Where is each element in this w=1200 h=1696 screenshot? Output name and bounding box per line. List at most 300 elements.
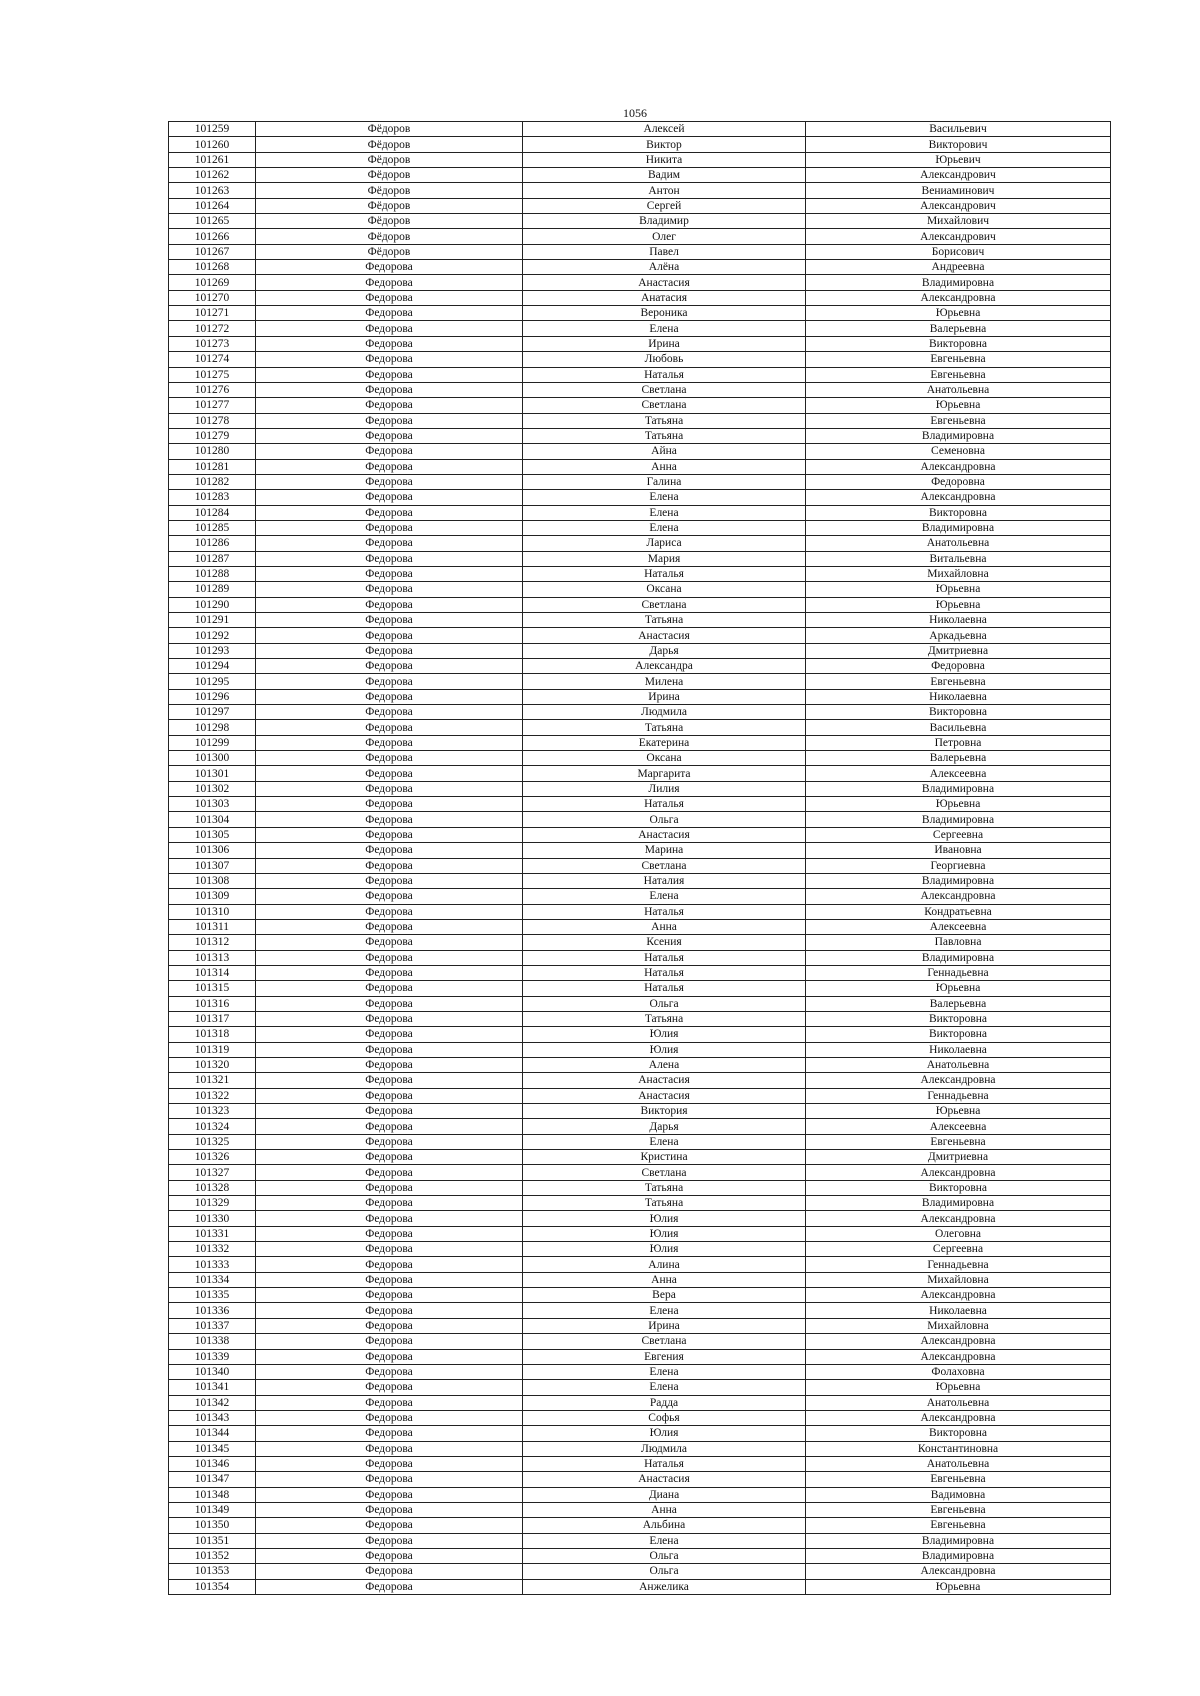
page-number: 1056 <box>623 106 647 120</box>
record-number-cell: 101278 <box>169 413 256 428</box>
record-number-cell: 101327 <box>169 1165 256 1180</box>
first-name-cell: Ксения <box>523 935 806 950</box>
table-row <box>169 720 1111 735</box>
last-name-cell: Федорова <box>256 996 523 1011</box>
last-name-cell: Федорова <box>256 1564 523 1579</box>
last-name-cell: Фёдоров <box>256 229 523 244</box>
table-row <box>169 1349 1111 1364</box>
patronymic-cell: Владимировна <box>806 428 1111 443</box>
record-number-cell: 101287 <box>169 551 256 566</box>
table-row <box>169 229 1111 244</box>
last-name-cell: Федорова <box>256 1288 523 1303</box>
first-name-cell: Айна <box>523 444 806 459</box>
first-name-cell: Диана <box>523 1487 806 1502</box>
record-number-cell: 101316 <box>169 996 256 1011</box>
table-row <box>169 981 1111 996</box>
record-number-cell: 101349 <box>169 1502 256 1517</box>
last-name-cell: Федорова <box>256 1426 523 1441</box>
patronymic-cell: Александровна <box>806 1288 1111 1303</box>
record-number-cell: 101344 <box>169 1426 256 1441</box>
first-name-cell: Вадим <box>523 168 806 183</box>
last-name-cell: Федорова <box>256 1410 523 1425</box>
patronymic-cell: Владимировна <box>806 873 1111 888</box>
last-name-cell: Федорова <box>256 444 523 459</box>
table-row <box>169 950 1111 965</box>
table-row <box>169 1211 1111 1226</box>
record-number-cell: 101303 <box>169 797 256 812</box>
record-number-cell: 101353 <box>169 1564 256 1579</box>
record-number-cell: 101310 <box>169 904 256 919</box>
table-row <box>169 1011 1111 1026</box>
last-name-cell: Федорова <box>256 474 523 489</box>
first-name-cell: Виктория <box>523 1104 806 1119</box>
first-name-cell: Лариса <box>523 536 806 551</box>
patronymic-cell: Викторовна <box>806 1180 1111 1195</box>
last-name-cell: Федорова <box>256 674 523 689</box>
last-name-cell: Федорова <box>256 490 523 505</box>
patronymic-cell: Евгеньевна <box>806 1518 1111 1533</box>
last-name-cell: Федорова <box>256 459 523 474</box>
table-row <box>169 827 1111 842</box>
table-row <box>169 1027 1111 1042</box>
first-name-cell: Наталья <box>523 965 806 980</box>
patronymic-cell: Алексеевна <box>806 919 1111 934</box>
table-row <box>169 275 1111 290</box>
first-name-cell: Дарья <box>523 643 806 658</box>
record-number-cell: 101313 <box>169 950 256 965</box>
record-number-cell: 101307 <box>169 858 256 873</box>
record-number-cell: 101293 <box>169 643 256 658</box>
patronymic-cell: Павловна <box>806 935 1111 950</box>
record-number-cell: 101300 <box>169 751 256 766</box>
record-number-cell: 101339 <box>169 1349 256 1364</box>
last-name-cell: Фёдоров <box>256 183 523 198</box>
last-name-cell: Федорова <box>256 735 523 750</box>
table-row <box>169 367 1111 382</box>
last-name-cell: Федорова <box>256 398 523 413</box>
last-name-cell: Федорова <box>256 1272 523 1287</box>
patronymic-cell: Николаевна <box>806 689 1111 704</box>
patronymic-cell: Викторовна <box>806 1027 1111 1042</box>
table-row <box>169 1548 1111 1563</box>
table-row <box>169 505 1111 520</box>
table-row <box>169 766 1111 781</box>
patronymic-cell: Владимировна <box>806 950 1111 965</box>
table-row <box>169 152 1111 167</box>
last-name-cell: Федорова <box>256 858 523 873</box>
table-row <box>169 398 1111 413</box>
table-row <box>169 1533 1111 1548</box>
first-name-cell: Алёна <box>523 260 806 275</box>
first-name-cell: Софья <box>523 1410 806 1425</box>
first-name-cell: Наталья <box>523 367 806 382</box>
first-name-cell: Алина <box>523 1257 806 1272</box>
patronymic-cell: Юрьевна <box>806 1104 1111 1119</box>
table-row <box>169 705 1111 720</box>
first-name-cell: Александра <box>523 659 806 674</box>
first-name-cell: Виктор <box>523 137 806 152</box>
last-name-cell: Федорова <box>256 1456 523 1471</box>
record-number-cell: 101338 <box>169 1334 256 1349</box>
patronymic-cell: Юрьевна <box>806 797 1111 812</box>
last-name-cell: Федорова <box>256 1548 523 1563</box>
last-name-cell: Федорова <box>256 781 523 796</box>
table-row <box>169 1165 1111 1180</box>
table-row <box>169 659 1111 674</box>
record-number-cell: 101262 <box>169 168 256 183</box>
patronymic-cell: Алексеевна <box>806 766 1111 781</box>
patronymic-cell: Валерьевна <box>806 751 1111 766</box>
patronymic-cell: Юрьевич <box>806 152 1111 167</box>
first-name-cell: Алена <box>523 1057 806 1072</box>
patronymic-cell: Федоровна <box>806 659 1111 674</box>
first-name-cell: Анна <box>523 1502 806 1517</box>
first-name-cell: Лилия <box>523 781 806 796</box>
last-name-cell: Федорова <box>256 935 523 950</box>
last-name-cell: Федорова <box>256 766 523 781</box>
first-name-cell: Ирина <box>523 336 806 351</box>
patronymic-cell: Анатольевна <box>806 382 1111 397</box>
last-name-cell: Федорова <box>256 536 523 551</box>
first-name-cell: Кристина <box>523 1150 806 1165</box>
patronymic-cell: Федоровна <box>806 474 1111 489</box>
first-name-cell: Наталья <box>523 566 806 581</box>
patronymic-cell: Ивановна <box>806 843 1111 858</box>
record-number-cell: 101281 <box>169 459 256 474</box>
first-name-cell: Наталья <box>523 904 806 919</box>
record-number-cell: 101283 <box>169 490 256 505</box>
last-name-cell: Федорова <box>256 705 523 720</box>
patronymic-cell: Евгеньевна <box>806 1134 1111 1149</box>
first-name-cell: Наталья <box>523 797 806 812</box>
patronymic-cell: Михайловна <box>806 566 1111 581</box>
record-number-cell: 101319 <box>169 1042 256 1057</box>
last-name-cell: Федорова <box>256 873 523 888</box>
record-number-cell: 101290 <box>169 597 256 612</box>
patronymic-cell: Юрьевна <box>806 1579 1111 1594</box>
record-number-cell: 101304 <box>169 812 256 827</box>
record-number-cell: 101302 <box>169 781 256 796</box>
record-number-cell: 101277 <box>169 398 256 413</box>
last-name-cell: Федорова <box>256 413 523 428</box>
last-name-cell: Федорова <box>256 1119 523 1134</box>
last-name-cell: Федорова <box>256 1242 523 1257</box>
first-name-cell: Татьяна <box>523 428 806 443</box>
record-number-cell: 101292 <box>169 628 256 643</box>
record-number-cell: 101314 <box>169 965 256 980</box>
record-number-cell: 101343 <box>169 1410 256 1425</box>
record-number-cell: 101263 <box>169 183 256 198</box>
last-name-cell: Федорова <box>256 1487 523 1502</box>
last-name-cell: Федорова <box>256 1380 523 1395</box>
first-name-cell: Юлия <box>523 1426 806 1441</box>
first-name-cell: Владимир <box>523 214 806 229</box>
patronymic-cell: Александровна <box>806 490 1111 505</box>
last-name-cell: Федорова <box>256 659 523 674</box>
last-name-cell: Федорова <box>256 1073 523 1088</box>
record-number-cell: 101341 <box>169 1380 256 1395</box>
patronymic-cell: Геннадьевна <box>806 1257 1111 1272</box>
patronymic-cell: Евгеньевна <box>806 352 1111 367</box>
table-row <box>169 1104 1111 1119</box>
last-name-cell: Федорова <box>256 904 523 919</box>
record-number-cell: 101336 <box>169 1303 256 1318</box>
record-number-cell: 101350 <box>169 1518 256 1533</box>
last-name-cell: Фёдоров <box>256 168 523 183</box>
last-name-cell: Федорова <box>256 1042 523 1057</box>
patronymic-cell: Сергеевна <box>806 1242 1111 1257</box>
last-name-cell: Федорова <box>256 827 523 842</box>
first-name-cell: Галина <box>523 474 806 489</box>
patronymic-cell: Андреевна <box>806 260 1111 275</box>
last-name-cell: Федорова <box>256 1134 523 1149</box>
record-number-cell: 101306 <box>169 843 256 858</box>
last-name-cell: Федорова <box>256 1533 523 1548</box>
patronymic-cell: Александровна <box>806 1564 1111 1579</box>
first-name-cell: Елена <box>523 321 806 336</box>
first-name-cell: Татьяна <box>523 413 806 428</box>
first-name-cell: Татьяна <box>523 613 806 628</box>
record-number-cell: 101345 <box>169 1441 256 1456</box>
record-number-cell: 101264 <box>169 198 256 213</box>
record-number-cell: 101265 <box>169 214 256 229</box>
patronymic-cell: Витальевна <box>806 551 1111 566</box>
record-number-cell: 101261 <box>169 152 256 167</box>
table-row <box>169 536 1111 551</box>
record-number-cell: 101266 <box>169 229 256 244</box>
record-number-cell: 101312 <box>169 935 256 950</box>
patronymic-cell: Юрьевна <box>806 306 1111 321</box>
last-name-cell: Федорова <box>256 582 523 597</box>
patronymic-cell: Васильевна <box>806 720 1111 735</box>
last-name-cell: Федорова <box>256 428 523 443</box>
first-name-cell: Ирина <box>523 689 806 704</box>
first-name-cell: Мария <box>523 551 806 566</box>
last-name-cell: Федорова <box>256 643 523 658</box>
first-name-cell: Евгения <box>523 1349 806 1364</box>
first-name-cell: Ольга <box>523 1548 806 1563</box>
table-row <box>169 168 1111 183</box>
table-row <box>169 1426 1111 1441</box>
last-name-cell: Федорова <box>256 520 523 535</box>
record-number-cell: 101295 <box>169 674 256 689</box>
last-name-cell: Федорова <box>256 965 523 980</box>
record-number-cell: 101330 <box>169 1211 256 1226</box>
patronymic-cell: Анатольевна <box>806 1057 1111 1072</box>
patronymic-cell: Валерьевна <box>806 996 1111 1011</box>
first-name-cell: Татьяна <box>523 1011 806 1026</box>
last-name-cell: Фёдоров <box>256 122 523 137</box>
first-name-cell: Радда <box>523 1395 806 1410</box>
table-row <box>169 812 1111 827</box>
record-number-cell: 101320 <box>169 1057 256 1072</box>
record-number-cell: 101299 <box>169 735 256 750</box>
first-name-cell: Светлана <box>523 858 806 873</box>
first-name-cell: Анна <box>523 459 806 474</box>
last-name-cell: Федорова <box>256 1027 523 1042</box>
first-name-cell: Антон <box>523 183 806 198</box>
patronymic-cell: Александрович <box>806 229 1111 244</box>
first-name-cell: Елена <box>523 520 806 535</box>
patronymic-cell: Николаевна <box>806 1042 1111 1057</box>
record-number-cell: 101331 <box>169 1226 256 1241</box>
first-name-cell: Ольга <box>523 1564 806 1579</box>
record-number-cell: 101324 <box>169 1119 256 1134</box>
first-name-cell: Светлана <box>523 1334 806 1349</box>
table-row <box>169 1318 1111 1333</box>
record-number-cell: 101270 <box>169 290 256 305</box>
patronymic-cell: Евгеньевна <box>806 1502 1111 1517</box>
table-row <box>169 1073 1111 1088</box>
patronymic-cell: Николаевна <box>806 613 1111 628</box>
record-number-cell: 101323 <box>169 1104 256 1119</box>
first-name-cell: Наталья <box>523 1456 806 1471</box>
table-row <box>169 781 1111 796</box>
record-number-cell: 101352 <box>169 1548 256 1563</box>
last-name-cell: Федорова <box>256 1011 523 1026</box>
patronymic-cell: Александровна <box>806 1165 1111 1180</box>
table-row <box>169 843 1111 858</box>
record-number-cell: 101296 <box>169 689 256 704</box>
table-row <box>169 1226 1111 1241</box>
table-row <box>169 1502 1111 1517</box>
record-number-cell: 101326 <box>169 1150 256 1165</box>
last-name-cell: Федорова <box>256 628 523 643</box>
patronymic-cell: Александровна <box>806 1073 1111 1088</box>
table-row <box>169 582 1111 597</box>
patronymic-cell: Николаевна <box>806 1303 1111 1318</box>
table-row <box>169 1088 1111 1103</box>
first-name-cell: Татьяна <box>523 1180 806 1195</box>
last-name-cell: Федорова <box>256 260 523 275</box>
table-row <box>169 1395 1111 1410</box>
first-name-cell: Елена <box>523 1134 806 1149</box>
patronymic-cell: Александровна <box>806 1334 1111 1349</box>
last-name-cell: Федорова <box>256 950 523 965</box>
last-name-cell: Федорова <box>256 843 523 858</box>
patronymic-cell: Александровна <box>806 290 1111 305</box>
last-name-cell: Федорова <box>256 797 523 812</box>
record-number-cell: 101271 <box>169 306 256 321</box>
patronymic-cell: Владимировна <box>806 520 1111 535</box>
record-number-cell: 101269 <box>169 275 256 290</box>
last-name-cell: Федорова <box>256 751 523 766</box>
first-name-cell: Олег <box>523 229 806 244</box>
record-number-cell: 101289 <box>169 582 256 597</box>
record-number-cell: 101305 <box>169 827 256 842</box>
table-row <box>169 1364 1111 1379</box>
patronymic-cell: Александрович <box>806 198 1111 213</box>
table-row <box>169 1180 1111 1195</box>
table-row <box>169 1472 1111 1487</box>
patronymic-cell: Владимировна <box>806 781 1111 796</box>
first-name-cell: Никита <box>523 152 806 167</box>
record-number-cell: 101276 <box>169 382 256 397</box>
table-row <box>169 244 1111 259</box>
table-row <box>169 1334 1111 1349</box>
table-row <box>169 1257 1111 1272</box>
table-row <box>169 1242 1111 1257</box>
table-row <box>169 413 1111 428</box>
table-row <box>169 474 1111 489</box>
patronymic-cell: Петровна <box>806 735 1111 750</box>
last-name-cell: Федорова <box>256 382 523 397</box>
table-row <box>169 1456 1111 1471</box>
patronymic-cell: Кондратьевна <box>806 904 1111 919</box>
patronymic-cell: Викторовна <box>806 505 1111 520</box>
first-name-cell: Вероника <box>523 306 806 321</box>
patronymic-cell: Борисович <box>806 244 1111 259</box>
table-row <box>169 566 1111 581</box>
table-row <box>169 919 1111 934</box>
patronymic-cell: Александровна <box>806 1349 1111 1364</box>
record-number-cell: 101294 <box>169 659 256 674</box>
table-row <box>169 889 1111 904</box>
record-number-cell: 101351 <box>169 1533 256 1548</box>
patronymic-cell: Александровна <box>806 459 1111 474</box>
table-row <box>169 643 1111 658</box>
first-name-cell: Елена <box>523 490 806 505</box>
table-row <box>169 198 1111 213</box>
table-row <box>169 1196 1111 1211</box>
last-name-cell: Федорова <box>256 1303 523 1318</box>
record-number-cell: 101272 <box>169 321 256 336</box>
patronymic-cell: Александрович <box>806 168 1111 183</box>
first-name-cell: Юлия <box>523 1042 806 1057</box>
last-name-cell: Федорова <box>256 1518 523 1533</box>
last-name-cell: Федорова <box>256 720 523 735</box>
last-name-cell: Фёдоров <box>256 152 523 167</box>
patronymic-cell: Алексеевна <box>806 1119 1111 1134</box>
last-name-cell: Федорова <box>256 889 523 904</box>
first-name-cell: Юлия <box>523 1027 806 1042</box>
last-name-cell: Федорова <box>256 1180 523 1195</box>
last-name-cell: Федорова <box>256 367 523 382</box>
first-name-cell: Елена <box>523 1533 806 1548</box>
table-row <box>169 1134 1111 1149</box>
first-name-cell: Светлана <box>523 1165 806 1180</box>
table-row <box>169 352 1111 367</box>
record-number-cell: 101259 <box>169 122 256 137</box>
patronymic-cell: Владимировна <box>806 1533 1111 1548</box>
last-name-cell: Федорова <box>256 352 523 367</box>
first-name-cell: Алексей <box>523 122 806 137</box>
last-name-cell: Федорова <box>256 1057 523 1072</box>
table-row <box>169 996 1111 1011</box>
table-row <box>169 1380 1111 1395</box>
first-name-cell: Юлия <box>523 1211 806 1226</box>
record-number-cell: 101297 <box>169 705 256 720</box>
last-name-cell: Федорова <box>256 1334 523 1349</box>
record-number-cell: 101260 <box>169 137 256 152</box>
first-name-cell: Светлана <box>523 382 806 397</box>
record-number-cell: 101329 <box>169 1196 256 1211</box>
first-name-cell: Татьяна <box>523 1196 806 1211</box>
table-row <box>169 1119 1111 1134</box>
table-row <box>169 490 1111 505</box>
patronymic-cell: Евгеньевна <box>806 367 1111 382</box>
last-name-cell: Федорова <box>256 597 523 612</box>
last-name-cell: Федорова <box>256 1579 523 1594</box>
table-row <box>169 459 1111 474</box>
first-name-cell: Елена <box>523 1364 806 1379</box>
patronymic-cell: Геннадьевна <box>806 965 1111 980</box>
last-name-cell: Федорова <box>256 1226 523 1241</box>
patronymic-cell: Юрьевна <box>806 1380 1111 1395</box>
first-name-cell: Марина <box>523 843 806 858</box>
first-name-cell: Наталья <box>523 981 806 996</box>
table-row <box>169 1410 1111 1425</box>
